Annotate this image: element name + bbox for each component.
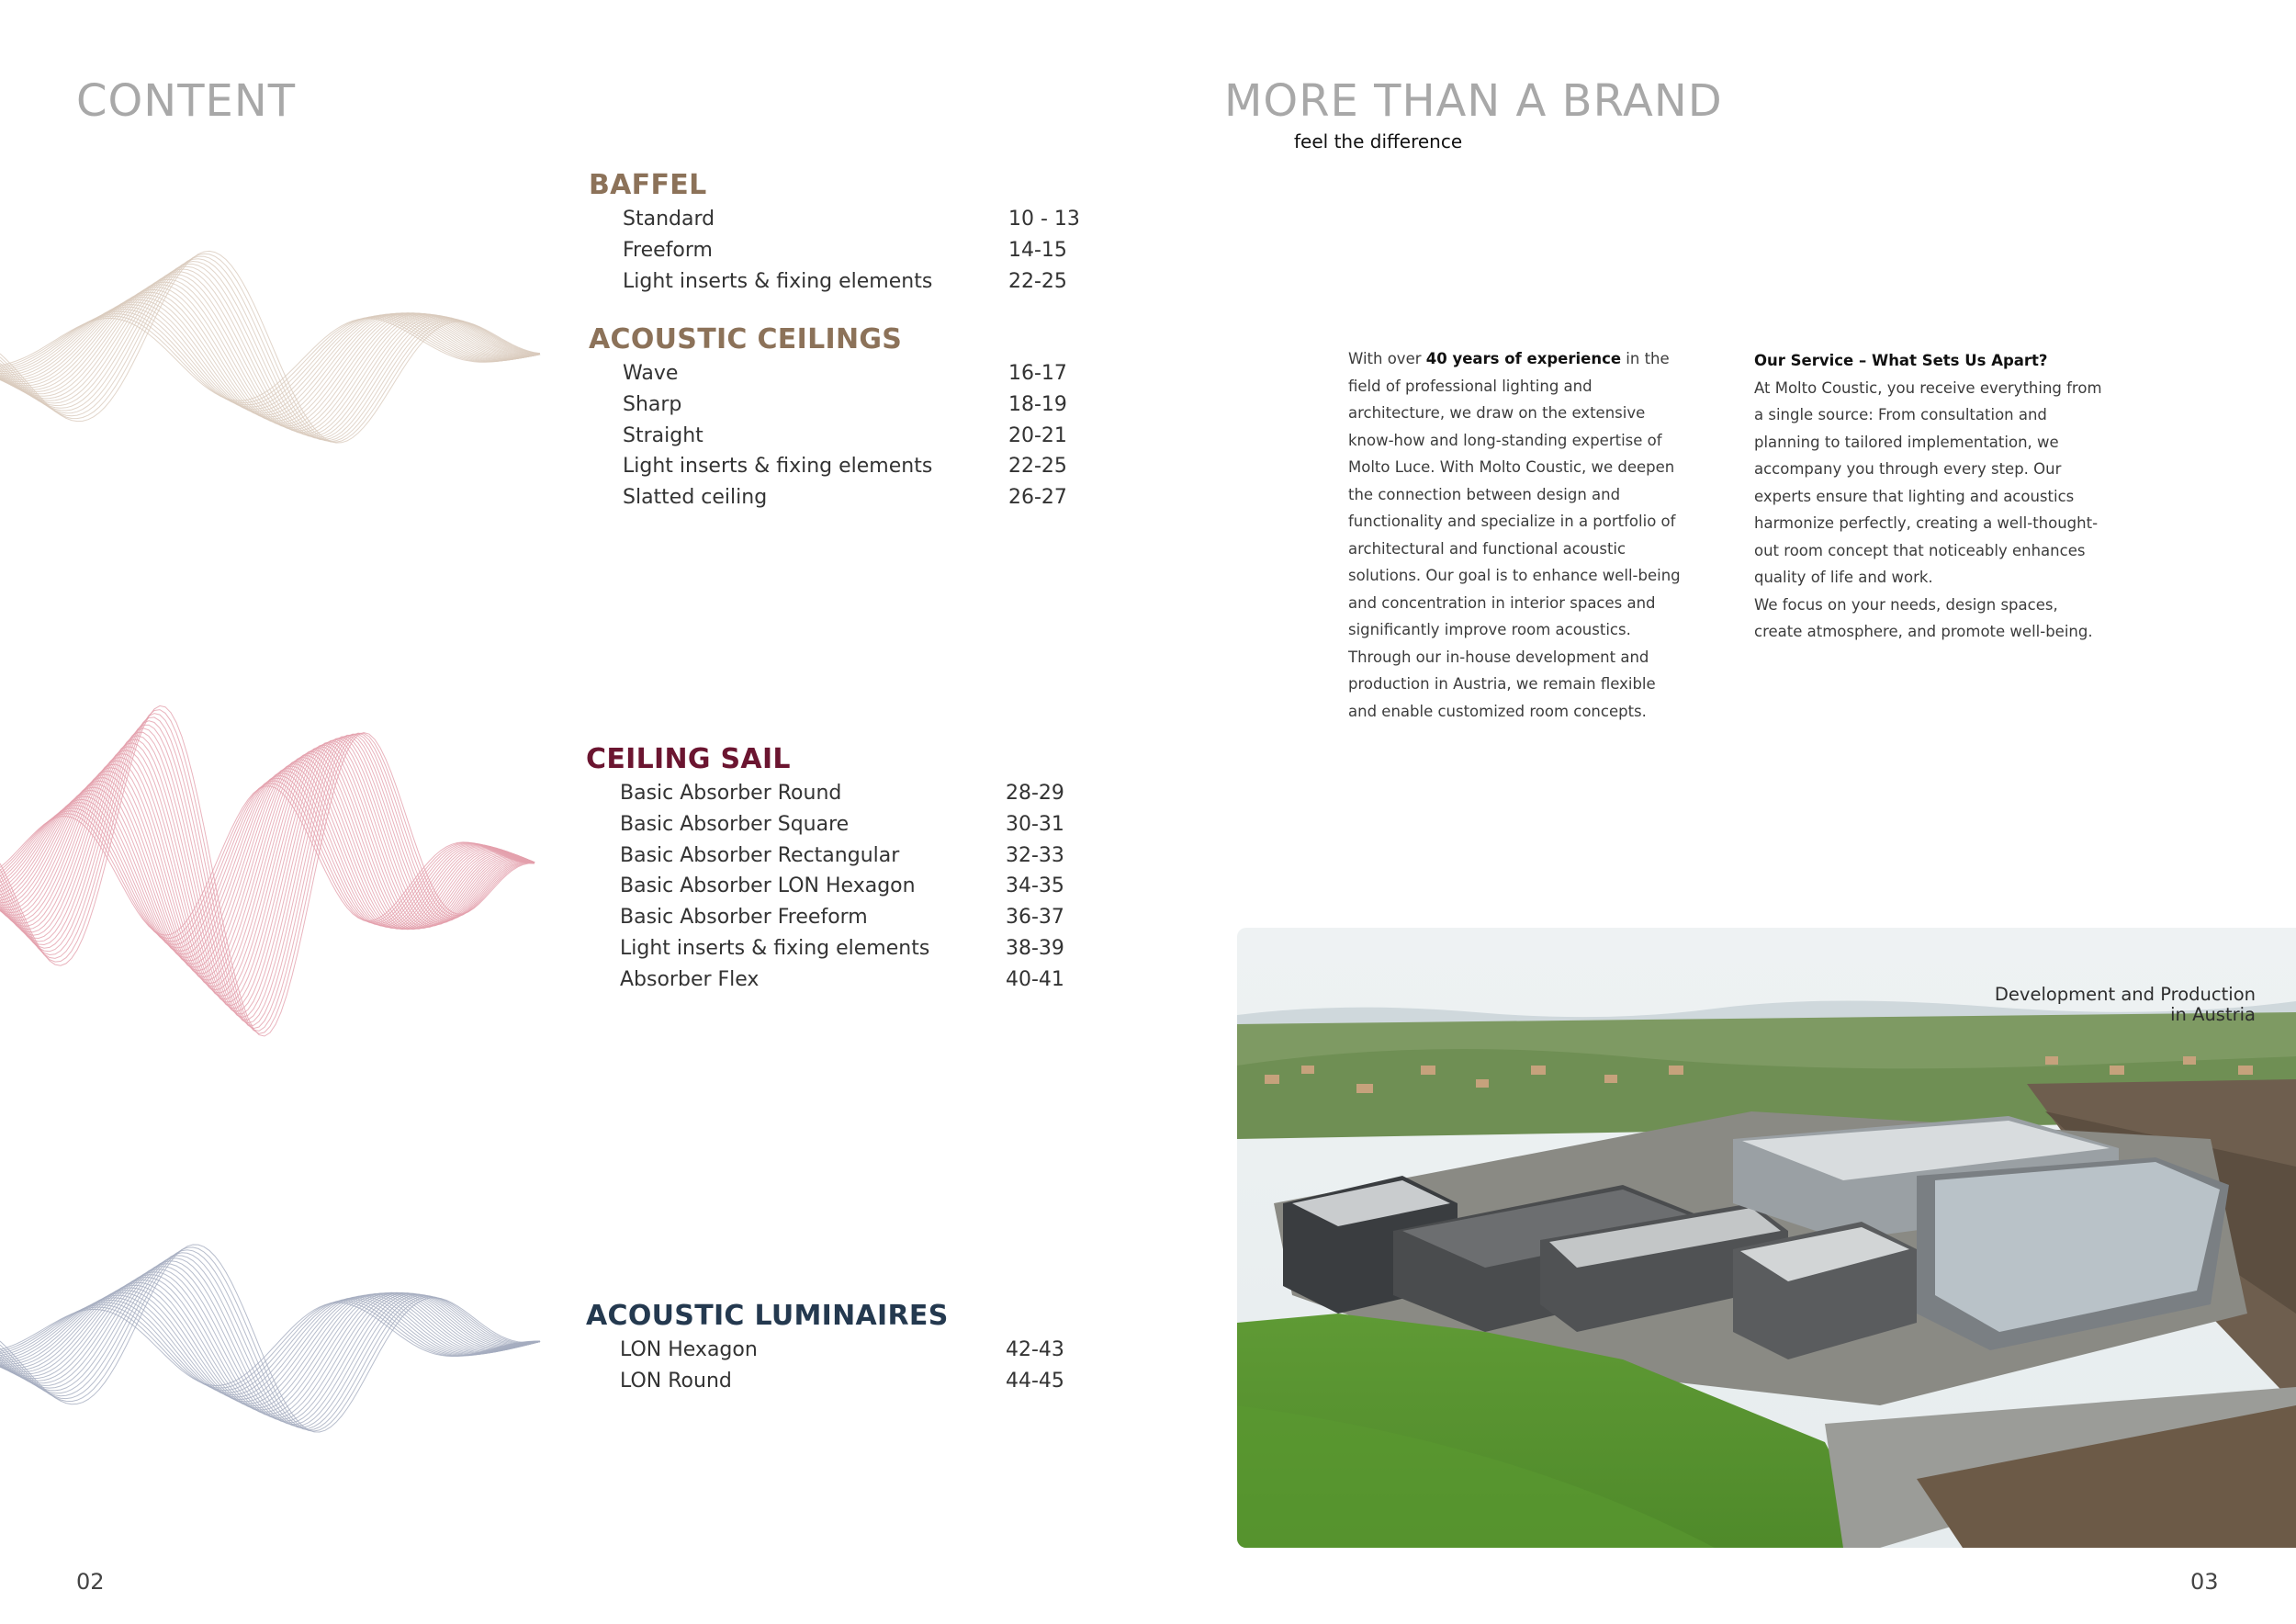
toc-entry[interactable] <box>620 840 1064 872</box>
toc-entry-label: Basic Absorber LON Hexagon <box>620 874 916 898</box>
toc-section-acoustic-luminaires <box>586 1298 1064 1397</box>
toc-entry-label: Basic Absorber Round <box>620 782 842 805</box>
photo-caption <box>1995 985 2256 1025</box>
toc-entry[interactable] <box>623 389 1067 421</box>
wave-line <box>0 1269 540 1420</box>
page-number-left: 02 <box>76 1569 105 1595</box>
decorative-wave-gray <box>0 1212 551 1488</box>
toc-entry[interactable] <box>623 451 1067 482</box>
toc-entry-label: Sharp <box>623 392 682 416</box>
toc-list-ceiling-sail <box>620 778 1064 996</box>
factory-aerial-photo <box>1237 928 2296 1548</box>
page-number-right: 03 <box>2190 1569 2219 1595</box>
toc-entry-label: Standard <box>623 208 715 231</box>
toc-entry-pages: 40-41 <box>1006 967 1064 991</box>
toc-entry-pages: 34-35 <box>1006 874 1064 898</box>
wave-line <box>0 279 540 431</box>
intro-paragraph <box>1348 345 1688 725</box>
photo-caption-line: in Austria <box>2170 1004 2256 1025</box>
toc-entry[interactable] <box>623 482 1067 513</box>
toc-entry[interactable] <box>620 902 1064 933</box>
service-heading: Our Service – What Sets Us Apart? <box>1754 352 2048 369</box>
toc-entry-pages: 26-27 <box>1008 486 1067 510</box>
toc-entry[interactable] <box>620 1335 1064 1366</box>
toc-entry-pages: 22-25 <box>1008 269 1067 293</box>
toc-entry-label: Slatted ceiling <box>623 486 768 510</box>
toc-entry-pages: 20-21 <box>1008 423 1067 447</box>
decorative-wave-beige <box>0 202 551 496</box>
toc-entry[interactable] <box>620 964 1064 996</box>
toc-entry[interactable] <box>620 809 1064 840</box>
toc-entry-pages: 18-19 <box>1008 392 1067 416</box>
brand-title: MORE THAN A BRAND <box>1224 75 1723 127</box>
toc-entry-label: LON Hexagon <box>620 1338 758 1361</box>
toc-entry[interactable] <box>623 266 1067 298</box>
toc-entry-label: Wave <box>623 362 679 385</box>
service-paragraph: At Molto Coustic, you receive everything from a single source: From consultation and planning to tailored implementation, we accompany you through every step. Our experts ensure that lighting and acoustics harmonize perfectly, creating a well-thought-out room concept that noticeably enhances quality of life and work. <box>1754 378 2102 586</box>
toc-entry-label: Basic Absorber Rectangular <box>620 843 900 867</box>
section-title-acoustic-luminaires: ACOUSTIC LUMINAIRES <box>586 1300 949 1332</box>
toc-entry-label: Basic Absorber Square <box>620 812 850 836</box>
toc-entry-pages: 44-45 <box>1006 1369 1064 1393</box>
toc-entry[interactable] <box>620 1366 1064 1397</box>
toc-entry-pages: 42-43 <box>1006 1338 1064 1361</box>
decorative-wave-pink <box>0 643 551 1102</box>
toc-entry[interactable] <box>620 778 1064 809</box>
toc-entry-label: LON Round <box>620 1369 732 1393</box>
toc-section-ceiling-sail <box>586 741 1064 996</box>
toc-section-baffel <box>589 167 1080 297</box>
toc-entry-label: Freeform <box>623 238 713 262</box>
toc-list-acoustic-ceilings <box>623 358 1067 513</box>
toc-entry[interactable] <box>623 421 1067 452</box>
toc-entry-pages: 38-39 <box>1006 936 1064 960</box>
toc-entry-pages: 28-29 <box>1006 782 1064 805</box>
toc-entry-pages: 14-15 <box>1008 238 1067 262</box>
toc-entry[interactable] <box>623 235 1067 266</box>
toc-entry[interactable] <box>620 871 1064 902</box>
service-paragraph-closing: We focus on your needs, design spaces, create atmosphere, and promote well-being. <box>1754 595 2093 640</box>
toc-entry-label: Light inserts & fixing elements <box>623 269 933 293</box>
toc-entry-pages: 36-37 <box>1006 906 1064 930</box>
toc-entry-pages: 10 - 13 <box>1008 208 1080 231</box>
content-title: CONTENT <box>76 75 297 127</box>
section-title-ceiling-sail: CEILING SAIL <box>586 743 791 775</box>
toc-section-acoustic-ceilings <box>589 321 1067 513</box>
intro-emphasis: 40 years of experience <box>1425 350 1622 367</box>
toc-entry-pages: 32-33 <box>1006 843 1064 867</box>
toc-entry[interactable] <box>623 204 1080 235</box>
brand-subtitle: feel the difference <box>1294 130 1463 152</box>
toc-entry-pages: 16-17 <box>1008 362 1067 385</box>
wave-line <box>0 721 535 1026</box>
intro-body: in the field of professional lighting and architecture, we draw on the extensive know-how and long-standing expertise of Molto Luce. With Molto Coustic, we deepen the connection between design and functionality and specialize in a portfolio of architectural and functional acoustic solutions. Our goal is to enhance well-being and concentration in interior spaces and significantly improve room acoustics. Through our in-house development and production in Austria, we remain flexible and enable customized room concepts. <box>1348 350 1681 720</box>
section-title-baffel: BAFFEL <box>589 169 707 201</box>
toc-entry[interactable] <box>623 358 1067 389</box>
toc-entry[interactable] <box>620 933 1064 964</box>
wave-line <box>0 714 535 1032</box>
toc-list-acoustic-luminaires <box>620 1335 1064 1397</box>
toc-entry-pages: 22-25 <box>1008 455 1067 479</box>
wave-line <box>0 739 535 1008</box>
toc-entry-label: Light inserts & fixing elements <box>623 455 933 479</box>
service-text-column <box>1754 347 2108 646</box>
toc-list-baffel <box>623 204 1080 297</box>
intro-prefix: With over <box>1348 350 1426 367</box>
toc-entry-label: Light inserts & fixing elements <box>620 936 930 960</box>
toc-entry-label: Absorber Flex <box>620 967 760 991</box>
wave-line <box>0 1247 540 1431</box>
section-title-acoustic-ceilings: ACOUSTIC CEILINGS <box>589 323 903 355</box>
intro-text-column <box>1348 345 1688 725</box>
toc-entry-label: Straight <box>623 423 703 447</box>
wave-line <box>0 717 535 1029</box>
photo-caption-line: Development and Production <box>1994 984 2256 1005</box>
toc-entry-pages: 30-31 <box>1006 812 1064 836</box>
toc-entry-label: Basic Absorber Freeform <box>620 906 868 930</box>
